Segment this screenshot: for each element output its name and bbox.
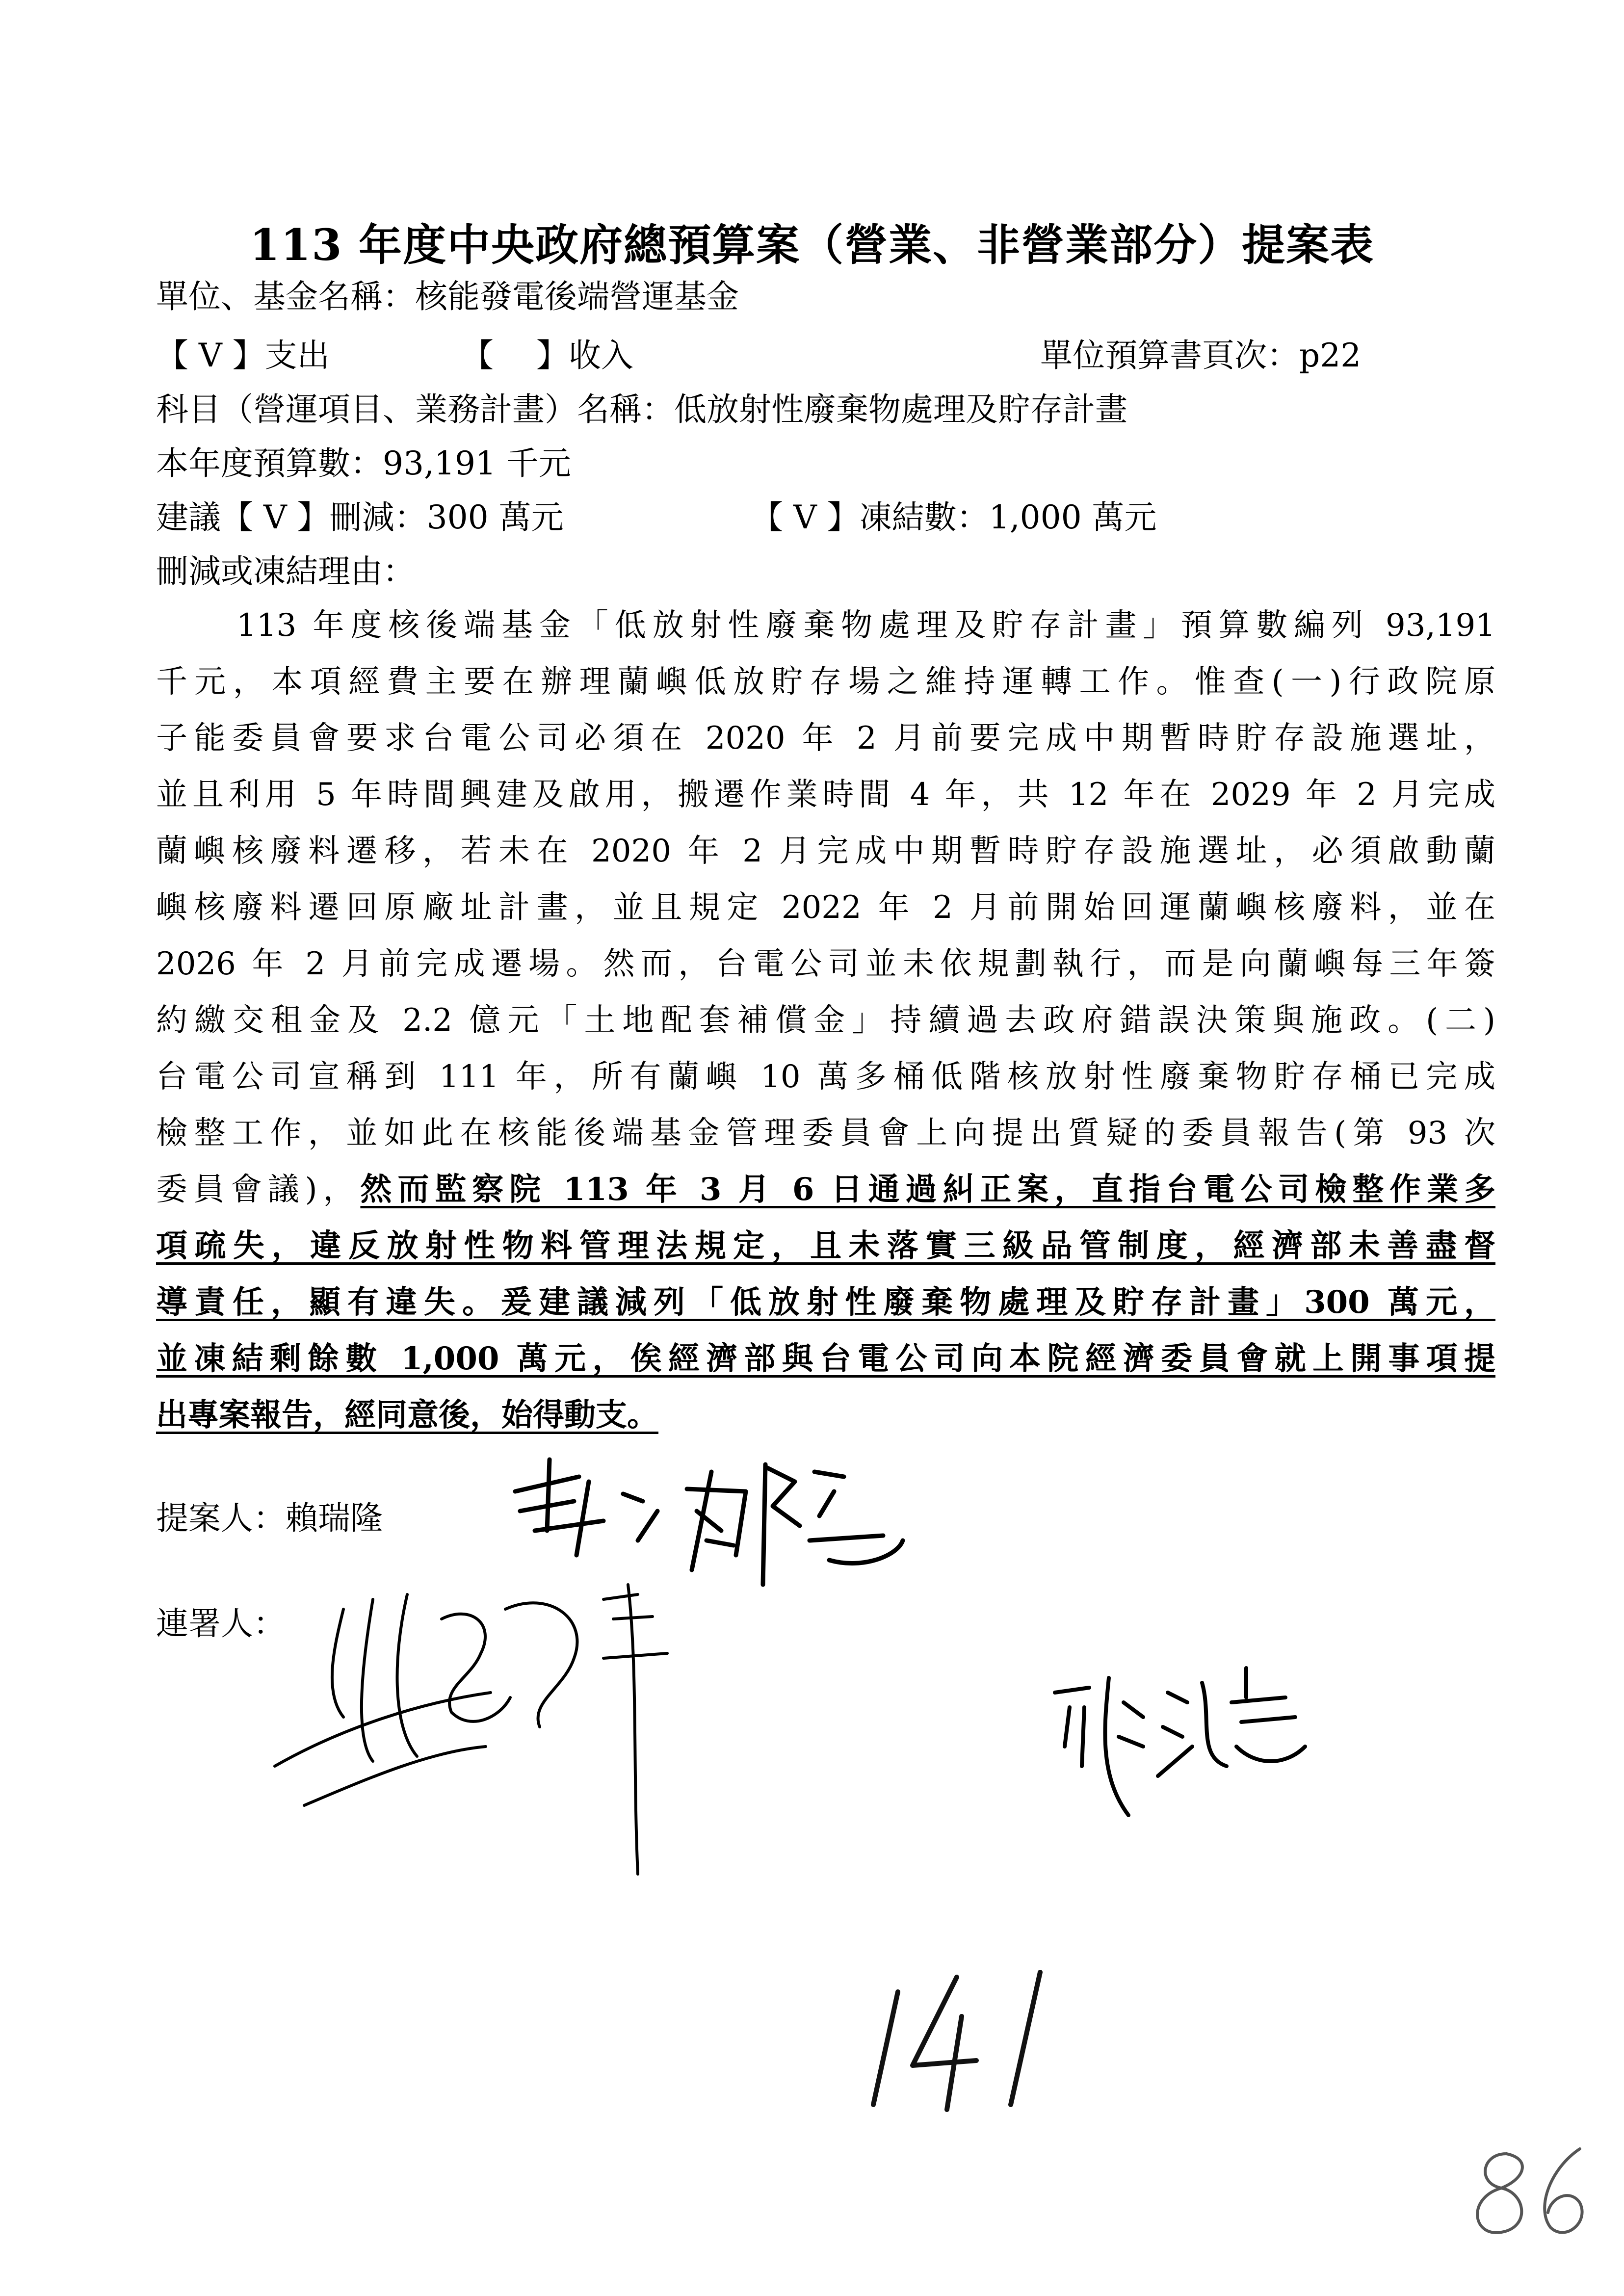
expense-checkbox-label: 【 V 】支出 [156, 337, 330, 374]
highlighted-paragraph-line: 並凍結剩餘數 1,000 萬元，俟經濟部與台電公司向本院經濟委員會就上開事項提 [156, 1340, 1495, 1377]
proposer-label: 提案人：賴瑞隆 [156, 1499, 383, 1537]
annual-budget: 本年度預算數：93,191 千元 [156, 444, 571, 482]
reason-paragraph-line: 嶼核廢料遷回原廠址計畫，並且規定 2022 年 2 月前開始回運蘭嶼核廢料，並在 [156, 889, 1495, 926]
cosigner-signature [275, 1585, 667, 1874]
reason-paragraph-line: 子能委員會要求台電公司必須在 2020 年 2 月前要完成中期暫時貯存設施選址， [156, 720, 1495, 757]
reason-paragraph-line: 113 年度核後端基金「低放射性廢棄物處理及貯存計畫」預算數編列 93,191 [236, 607, 1495, 644]
reason-paragraph-line: 約繳交租金及 2.2 億元「土地配套補償金」持續過去政府錯誤決策與施政。(二) [156, 1002, 1495, 1039]
reason-label: 刪減或凍結理由： [156, 552, 415, 590]
handwritten-page-number [873, 1972, 1040, 2110]
budget-book-page-ref: 單位預算書頁次：p22 [1040, 337, 1362, 374]
proposer-signature [515, 1460, 903, 1585]
freeze-amount: 【 V 】凍結數：1,000 萬元 [751, 498, 1157, 536]
reason-paragraph-line: 台電公司宣稱到 111 年，所有蘭嶼 10 萬多桶低階核放射性廢棄物貯存桶已完成 [156, 1059, 1495, 1095]
highlighted-paragraph-line: 導責任，顯有違失。爰建議減列「低放射性廢棄物處理及貯存計畫」300 萬元， [156, 1284, 1495, 1321]
reason-paragraph-line: 2026 年 2 月前完成遷場。然而，台電公司並未依規劃執行，而是向蘭嶼每三年簽 [156, 946, 1495, 982]
fund-name: 單位、基金名稱：核能發電後端營運基金 [156, 278, 739, 315]
highlighted-text-segment: 然而監察院 113 年 3 月 6 日通過糾正案，直指台電公司檢整作業多 [360, 1171, 1496, 1208]
plain-text-segment: 委員會議)， [156, 1172, 361, 1208]
reason-paragraph-line: 並且利用 5 年時間興建及啟用，搬遷作業時間 4 年，共 12 年在 2029 年 2 月完成 [156, 777, 1495, 813]
highlighted-paragraph-line: 項疏失，違反放射性物料管理法規定，且未落實三級品管制度，經濟部未善盡督 [156, 1227, 1495, 1264]
document-title: 113 年度中央政府總預算案（營業、非營業部分）提案表 [249, 219, 1375, 270]
cut-suggestion: 建議【 V 】刪減：300 萬元 [156, 498, 564, 536]
handwritten-corner-number [1477, 2149, 1582, 2233]
reason-paragraph-line: 千元，本項經費主要在辦理蘭嶼低放貯存場之維持運轉工作。惟查(一)行政院原 [156, 664, 1495, 700]
cosigner-label: 連署人： [156, 1605, 286, 1643]
highlighted-paragraph-line: 出專案報告，經同意後，始得動支。 [156, 1397, 658, 1434]
income-checkbox-label: 【 】收入 [461, 337, 633, 374]
reason-paragraph-line: 檢整工作，並如此在核能後端基金管理委員會上向提出質疑的委員報告(第 93 次 [156, 1115, 1495, 1151]
reason-paragraph-line: 蘭嶼核廢料遷移，若未在 2020 年 2 月完成中期暫時貯存設施選址，必須啟動蘭 [156, 833, 1495, 869]
subject-name: 科目（營運項目、業務計畫）名稱：低放射性廢棄物處理及貯存計畫 [156, 391, 1127, 428]
cosigner-signature [1055, 1668, 1305, 1815]
